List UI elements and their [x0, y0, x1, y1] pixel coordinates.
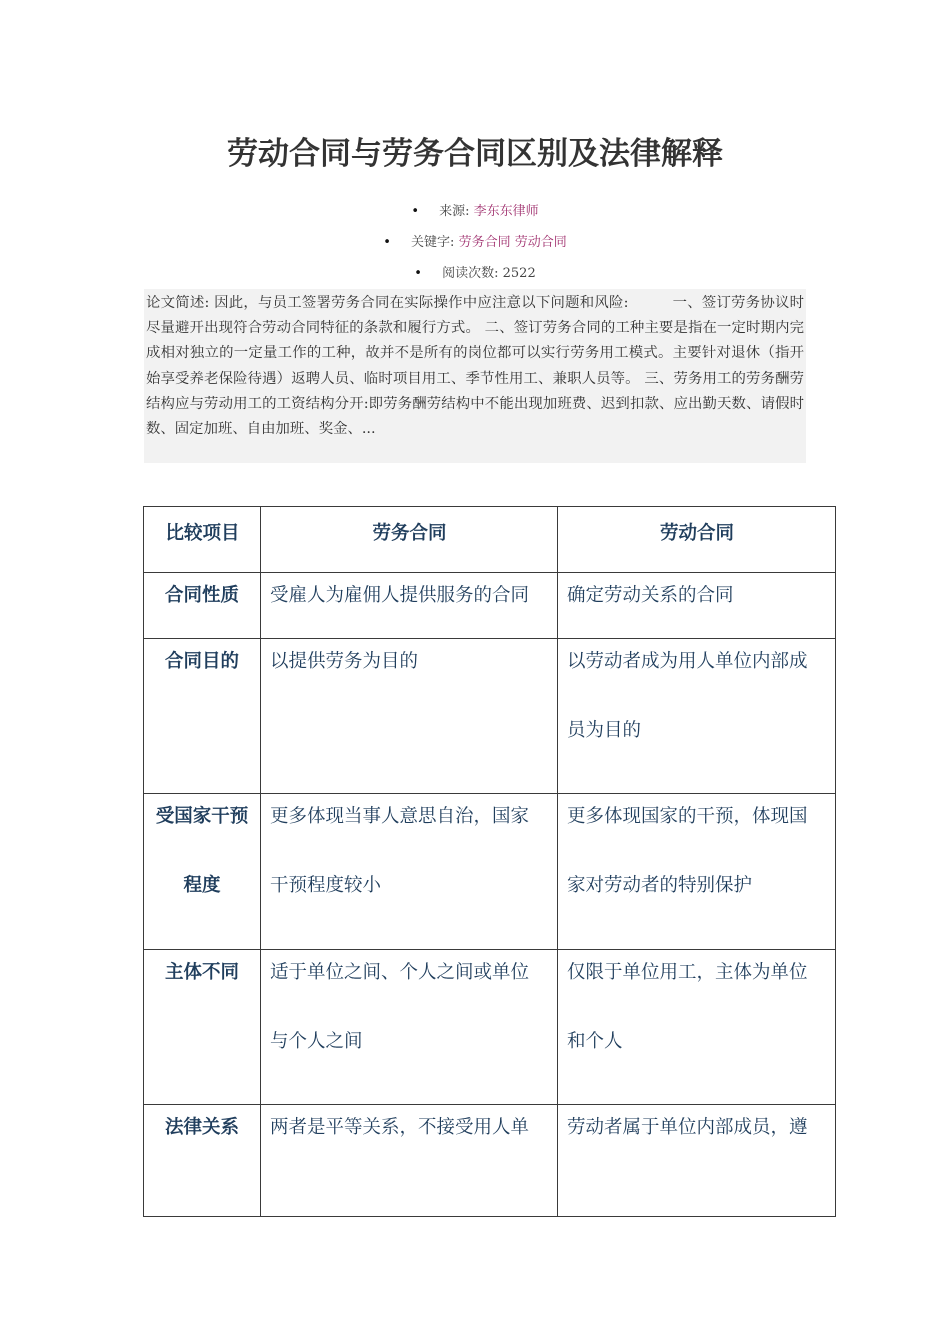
page-title: 劳动合同与劳务合同区别及法律解释	[227, 136, 723, 172]
header-cell: 劳动合同	[558, 507, 836, 573]
keywords-label: 关键字:	[411, 235, 455, 250]
cell-line: 和个人	[567, 1031, 623, 1052]
table-cell	[558, 1105, 836, 1217]
table-header-row	[144, 507, 836, 573]
table-cell	[261, 794, 558, 950]
cell-line: 程度	[183, 875, 221, 896]
table-cell	[261, 639, 558, 794]
cell-line: 受国家干预	[155, 806, 249, 827]
table-cell	[558, 573, 836, 639]
cell-line: 与个人之间	[270, 1031, 363, 1052]
meta-reads	[0, 262, 950, 281]
bullet-icon: •	[383, 235, 391, 250]
table-cell	[261, 950, 558, 1105]
row-header-cell	[144, 639, 261, 794]
keyword-link[interactable]: 劳务合同	[458, 235, 511, 250]
reads-count: 2522	[502, 266, 536, 281]
cell-line: 更多体现国家的干预，体现国	[567, 806, 808, 827]
cell-line: 员为目的	[567, 720, 642, 741]
table-cell	[558, 794, 836, 950]
row-header-cell	[144, 1105, 261, 1217]
cell-line: 仅限于单位用工，主体为单位	[567, 962, 808, 983]
cell-line: 以提供劳务为目的	[270, 651, 419, 672]
row-header-cell	[144, 950, 261, 1105]
table-row	[144, 639, 836, 794]
source-label: 来源:	[439, 204, 470, 219]
bullet-icon: •	[414, 266, 422, 281]
cell-line: 两者是平等关系，不接受用人单	[270, 1117, 530, 1138]
source-link[interactable]: 李东东律师	[473, 204, 539, 219]
cell-line: 主体不同	[164, 962, 239, 983]
cell-line: 法律关系	[164, 1117, 239, 1138]
meta-source	[0, 200, 950, 219]
table-row	[144, 573, 836, 639]
cell-line: 更多体现当事人意思自治，国家	[270, 806, 530, 827]
cell-line: 确定劳动关系的合同	[567, 585, 734, 606]
bullet-icon: •	[411, 204, 419, 219]
reads-label: 阅读次数:	[442, 266, 499, 281]
meta-keywords	[0, 231, 950, 250]
table-cell	[558, 639, 836, 794]
abstract-box: 论文简述: 因此，与员工签署劳务合同在实际操作中应注意以下问题和风险: 一、签订劳务协议时尽量避开出现符合劳动合同特征的条款和履行方式。 二、签订劳务合同的工种主要是指在一定时期内完成相对独立的一定量工作的工种，故并不是所有的岗位都可以实行劳务用工模式。主要针对退休（指开始享受养老保险待遇）返聘人员、临时项目用工、季节性用工、兼职人员等。 三、劳务用工的劳务酬劳结构应与劳动用工的工资结构分开:即劳务酬劳结构中不能出现加班费、迟到扣款、应出勤天数、请假时数、固定加班、自由加班、奖金、...	[144, 289, 806, 463]
cell-line: 合同目的	[164, 651, 239, 672]
cell-line: 适于单位之间、个人之间或单位	[270, 962, 530, 983]
header-cell: 比较项目	[144, 507, 261, 573]
table-cell	[558, 950, 836, 1105]
table-row	[144, 1105, 836, 1217]
table-row	[144, 950, 836, 1105]
row-header-cell	[144, 794, 261, 950]
cell-line: 干预程度较小	[270, 875, 382, 896]
keyword-link[interactable]: 劳动合同	[514, 235, 567, 250]
table-cell	[261, 573, 558, 639]
cell-line: 劳动者属于单位内部成员，遵	[567, 1117, 808, 1138]
table-row	[144, 794, 836, 950]
cell-line: 以劳动者成为用人单位内部成	[567, 651, 808, 672]
cell-line: 受雇人为雇佣人提供服务的合同	[270, 585, 530, 606]
table-cell	[261, 1105, 558, 1217]
comparison-table	[143, 506, 836, 1217]
cell-line: 合同性质	[164, 585, 239, 606]
cell-line: 家对劳动者的特别保护	[567, 875, 753, 896]
header-cell: 劳务合同	[261, 507, 558, 573]
row-header-cell	[144, 573, 261, 639]
